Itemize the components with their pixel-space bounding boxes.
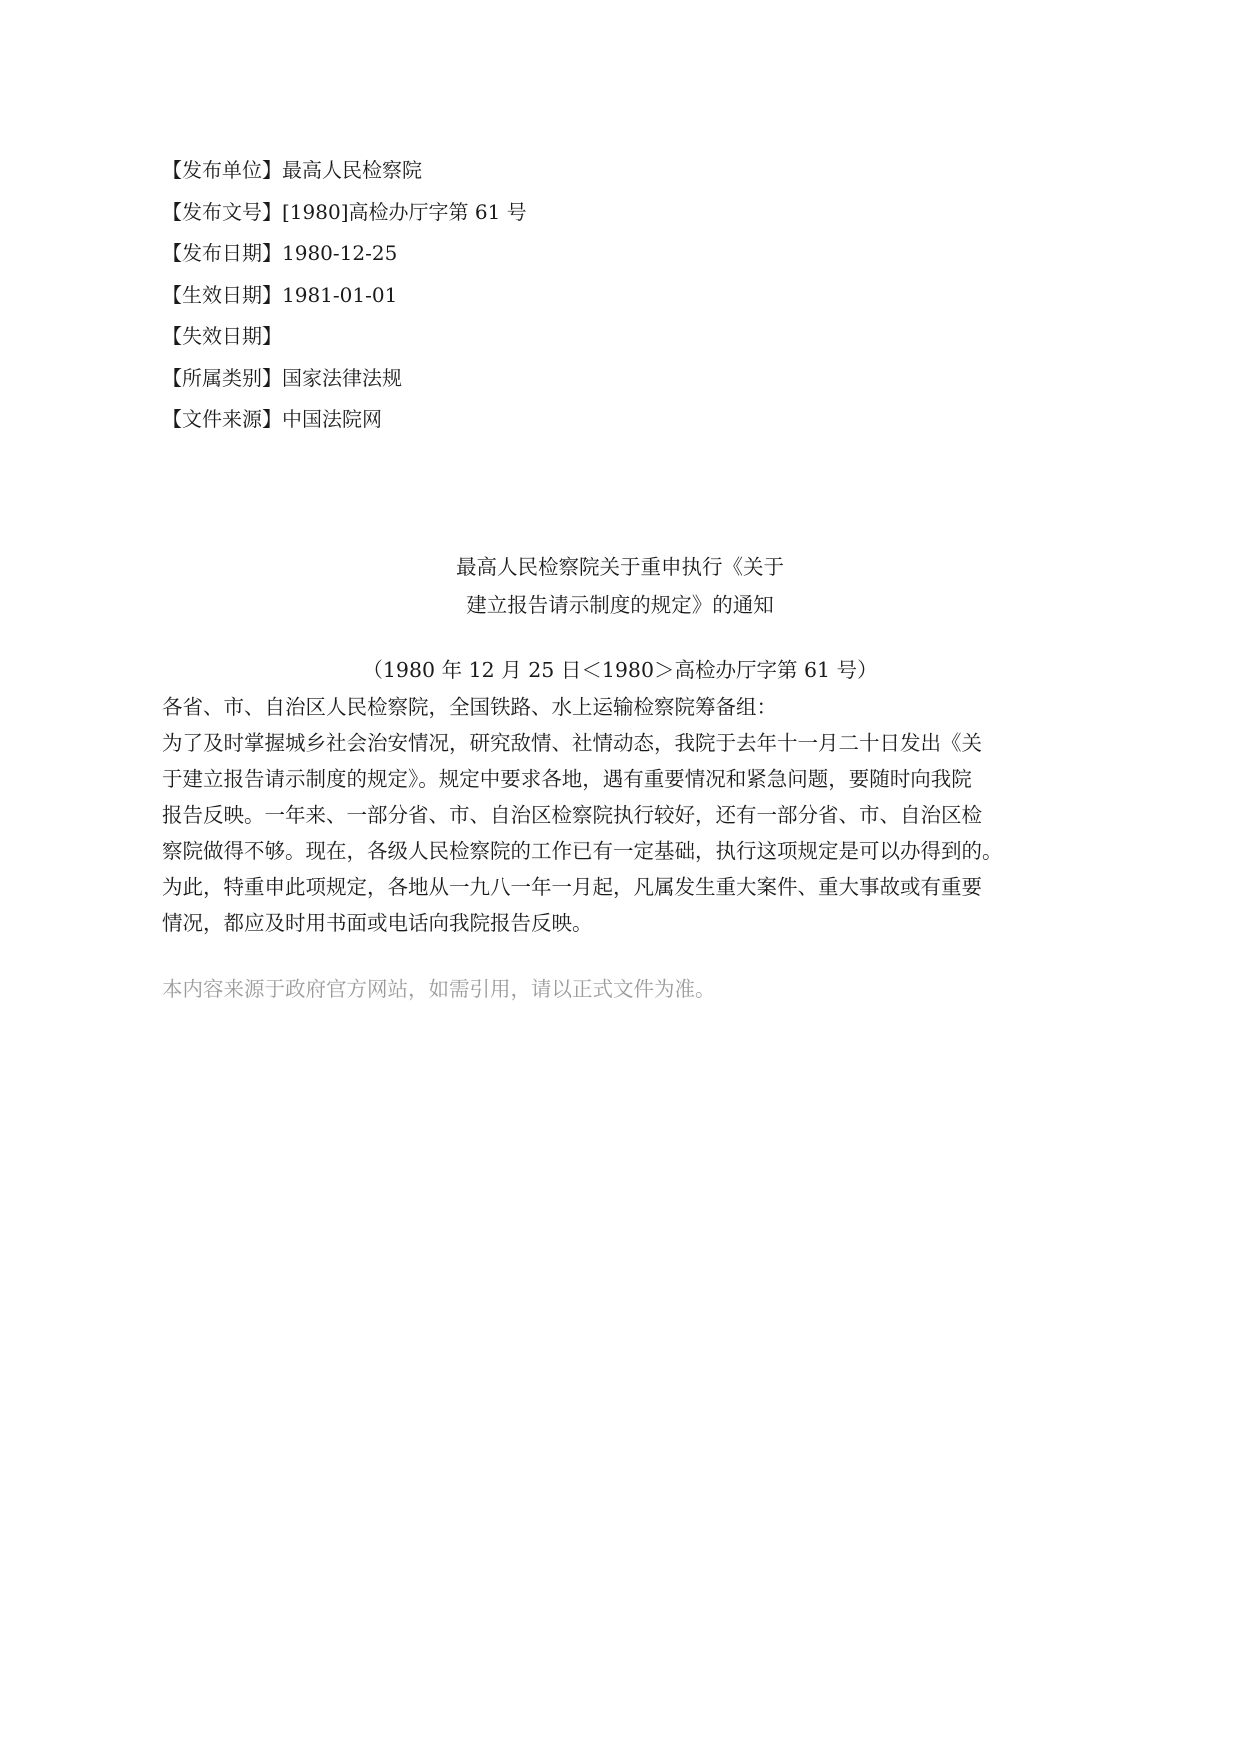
metadata-row-issue-date	[162, 233, 527, 275]
metadata-label: 【失效日期】	[162, 324, 282, 348]
body-line: 察院做得不够。现在，各级人民检察院的工作已有一定基础，执行这项规定是可以办得到的。	[162, 839, 1003, 863]
title-line: 最高人民检察院关于重申执行《关于	[456, 555, 784, 579]
metadata-row-effective-date	[162, 275, 527, 317]
body-line: 为了及时掌握城乡社会治安情况，研究敌情、社情动态，我院于去年十一月二十日发出《关	[162, 731, 982, 755]
metadata-value: 1981-01-01	[282, 282, 398, 307]
title-line: 建立报告请示制度的规定》的通知	[466, 593, 774, 617]
metadata-label: 【生效日期】	[162, 282, 282, 307]
metadata-label: 【所属类别】	[162, 365, 282, 390]
metadata-label: 【发布日期】	[162, 241, 282, 265]
metadata-value: 最高人民检察院	[282, 158, 422, 182]
metadata-label: 【发布单位】	[162, 158, 282, 182]
document-title	[0, 548, 1240, 624]
metadata-row-expiry-date	[162, 316, 527, 358]
metadata-row-source	[162, 399, 527, 441]
body-line: 于建立报告请示制度的规定》。规定中要求各地，遇有重要情况和紧急问题，要随时向我院	[162, 767, 972, 791]
metadata-value: 中国法院网	[282, 407, 382, 431]
metadata-block	[162, 150, 527, 441]
metadata-value: [1980]高检办厅字第 61 号	[282, 199, 527, 224]
body-line: 情况，都应及时用书面或电话向我院报告反映。	[162, 911, 593, 935]
metadata-label: 【发布文号】	[162, 199, 282, 224]
metadata-value: 国家法律法规	[282, 365, 402, 390]
metadata-row-doc-number	[162, 192, 527, 234]
document-body	[162, 689, 1122, 941]
body-line: 各省、市、自治区人民检察院，全国铁路、水上运输检察院筹备组：	[162, 695, 777, 719]
metadata-row-category	[162, 358, 527, 400]
source-disclaimer: 本内容来源于政府官方网站，如需引用，请以正式文件为准。	[162, 977, 716, 1001]
metadata-value: 1980-12-25	[282, 241, 398, 265]
body-line: 报告反映。一年来、一部分省、市、自治区检察院执行较好，还有一部分省、市、自治区检	[162, 803, 982, 827]
body-line: 为此，特重申此项规定，各地从一九八一年一月起，凡属发生重大案件、重大事故或有重要	[162, 875, 982, 899]
metadata-row-issuer	[162, 150, 527, 192]
document-subtitle: （1980 年 12 月 25 日＜1980＞高检办厅字第 61 号）	[362, 658, 878, 682]
metadata-label: 【文件来源】	[162, 407, 282, 431]
